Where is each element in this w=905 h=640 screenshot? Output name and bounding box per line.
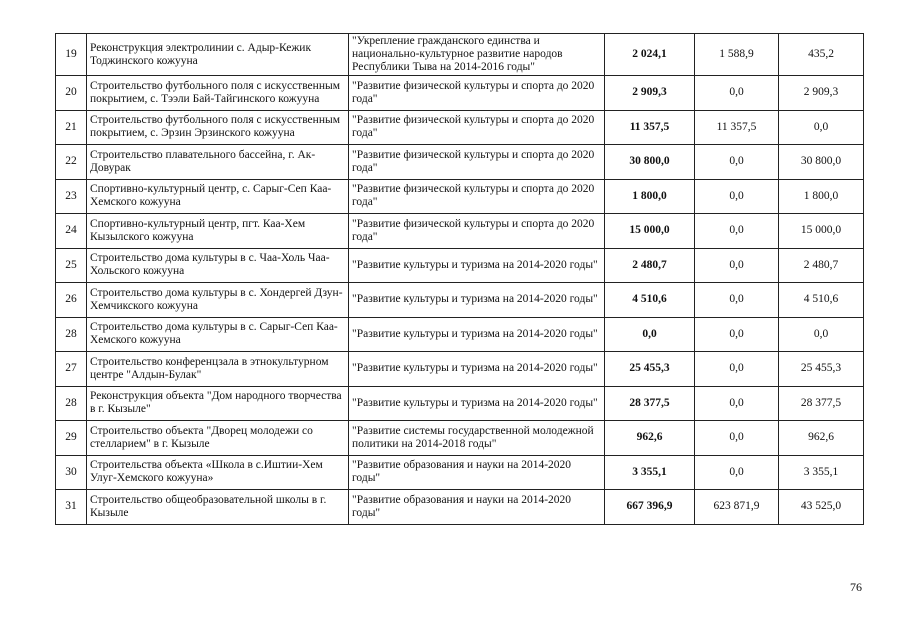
total-amount: 4 510,6 (605, 283, 695, 318)
amount-b: 0,0 (779, 110, 864, 145)
object-name: Строительство дома культуры в с. Хондергей Дзун-Хемчикского кожууна (87, 283, 349, 318)
amount-b: 30 800,0 (779, 145, 864, 180)
object-name: Строительства объекта «Школа в с.Иштии-Хем Улуг-Хемского кожууна» (87, 455, 349, 490)
amount-b: 2 909,3 (779, 76, 864, 111)
table-row (56, 386, 864, 421)
total-amount: 1 800,0 (605, 179, 695, 214)
table-row (56, 248, 864, 283)
table-row (56, 317, 864, 352)
program-name: "Развитие культуры и туризма на 2014-2020 годы" (349, 317, 605, 352)
total-amount: 30 800,0 (605, 145, 695, 180)
row-number: 31 (56, 490, 87, 525)
row-number: 28 (56, 386, 87, 421)
row-number: 30 (56, 455, 87, 490)
table-body (56, 34, 864, 525)
table-row (56, 214, 864, 249)
amount-a: 0,0 (695, 179, 779, 214)
program-name: "Развитие физической культуры и спорта до 2020 года" (349, 76, 605, 111)
table-row (56, 421, 864, 456)
row-number: 21 (56, 110, 87, 145)
total-amount: 0,0 (605, 317, 695, 352)
amount-b: 25 455,3 (779, 352, 864, 387)
row-number: 23 (56, 179, 87, 214)
table-row (56, 145, 864, 180)
amount-a: 0,0 (695, 455, 779, 490)
row-number: 28 (56, 317, 87, 352)
table-row (56, 283, 864, 318)
total-amount: 2 909,3 (605, 76, 695, 111)
amount-a: 0,0 (695, 248, 779, 283)
program-name: "Развитие системы государственной молодежной политики на 2014-2018 годы" (349, 421, 605, 456)
row-number: 20 (56, 76, 87, 111)
program-name: "Развитие физической культуры и спорта до 2020 года" (349, 214, 605, 249)
amount-b: 4 510,6 (779, 283, 864, 318)
total-amount: 2 024,1 (605, 34, 695, 76)
object-name: Строительство объекта "Дворец молодежи со стелларием" в г. Кызыле (87, 421, 349, 456)
amount-b: 43 525,0 (779, 490, 864, 525)
object-name: Строительство футбольного поля с искусственным покрытием, с. Эрзин Эрзинского кожууна (87, 110, 349, 145)
row-number: 27 (56, 352, 87, 387)
program-name: "Развитие культуры и туризма на 2014-2020 годы" (349, 248, 605, 283)
table-row (56, 490, 864, 525)
amount-b: 0,0 (779, 317, 864, 352)
amount-a: 0,0 (695, 76, 779, 111)
row-number: 29 (56, 421, 87, 456)
amount-b: 28 377,5 (779, 386, 864, 421)
object-name: Реконструкция объекта "Дом народного творчества в г. Кызыле" (87, 386, 349, 421)
table-row (56, 34, 864, 76)
program-name: "Развитие физической культуры и спорта до 2020 года" (349, 110, 605, 145)
amount-a: 0,0 (695, 145, 779, 180)
total-amount: 3 355,1 (605, 455, 695, 490)
object-name: Реконструкция электролинии с. Адыр-Кежик Тоджинского кожууна (87, 34, 349, 76)
page-number: 76 (850, 580, 862, 594)
program-name: "Развитие образования и науки на 2014-2020 годы" (349, 455, 605, 490)
amount-a: 0,0 (695, 421, 779, 456)
amount-b: 1 800,0 (779, 179, 864, 214)
table-row (56, 455, 864, 490)
total-amount: 11 357,5 (605, 110, 695, 145)
amount-b: 962,6 (779, 421, 864, 456)
total-amount: 25 455,3 (605, 352, 695, 387)
row-number: 19 (56, 34, 87, 76)
program-name: "Развитие культуры и туризма на 2014-2020 годы" (349, 352, 605, 387)
program-name: "Развитие культуры и туризма на 2014-2020 годы" (349, 283, 605, 318)
table-row (56, 76, 864, 111)
amount-a: 623 871,9 (695, 490, 779, 525)
budget-table (55, 33, 864, 525)
amount-a: 0,0 (695, 283, 779, 318)
amount-a: 0,0 (695, 352, 779, 387)
total-amount: 15 000,0 (605, 214, 695, 249)
amount-b: 2 480,7 (779, 248, 864, 283)
row-number: 25 (56, 248, 87, 283)
amount-b: 15 000,0 (779, 214, 864, 249)
total-amount: 667 396,9 (605, 490, 695, 525)
program-name: "Развитие физической культуры и спорта до 2020 года" (349, 179, 605, 214)
amount-a: 0,0 (695, 214, 779, 249)
total-amount: 962,6 (605, 421, 695, 456)
object-name: Строительство дома культуры в с. Чаа-Холь Чаа-Хольского кожууна (87, 248, 349, 283)
program-name: "Развитие образования и науки на 2014-2020 годы" (349, 490, 605, 525)
object-name: Строительство общеобразовательной школы в г. Кызыле (87, 490, 349, 525)
table-row (56, 352, 864, 387)
program-name: "Укрепление гражданского единства и национально-культурное развитие народов Республики Тыва на 2014-2016 годы" (349, 34, 605, 76)
amount-a: 0,0 (695, 386, 779, 421)
amount-a: 0,0 (695, 317, 779, 352)
object-name: Строительство дома культуры в с. Сарыг-Сеп Каа-Хемского кожууна (87, 317, 349, 352)
object-name: Строительство конференцзала в этнокультурном центре "Алдын-Булак" (87, 352, 349, 387)
amount-b: 435,2 (779, 34, 864, 76)
table-row (56, 179, 864, 214)
row-number: 26 (56, 283, 87, 318)
program-name: "Развитие культуры и туризма на 2014-2020 годы" (349, 386, 605, 421)
object-name: Спортивно-культурный центр, пгт. Каа-Хем Кызылского кожууна (87, 214, 349, 249)
amount-a: 1 588,9 (695, 34, 779, 76)
row-number: 22 (56, 145, 87, 180)
amount-a: 11 357,5 (695, 110, 779, 145)
amount-b: 3 355,1 (779, 455, 864, 490)
object-name: Строительство плавательного бассейна, г. Ак-Довурак (87, 145, 349, 180)
object-name: Строительство футбольного поля с искусственным покрытием, с. Тээли Бай-Тайгинского кожууна (87, 76, 349, 111)
program-name: "Развитие физической культуры и спорта до 2020 года" (349, 145, 605, 180)
row-number: 24 (56, 214, 87, 249)
table-row (56, 110, 864, 145)
object-name: Спортивно-культурный центр, с. Сарыг-Сеп Каа-Хемского кожууна (87, 179, 349, 214)
total-amount: 2 480,7 (605, 248, 695, 283)
total-amount: 28 377,5 (605, 386, 695, 421)
